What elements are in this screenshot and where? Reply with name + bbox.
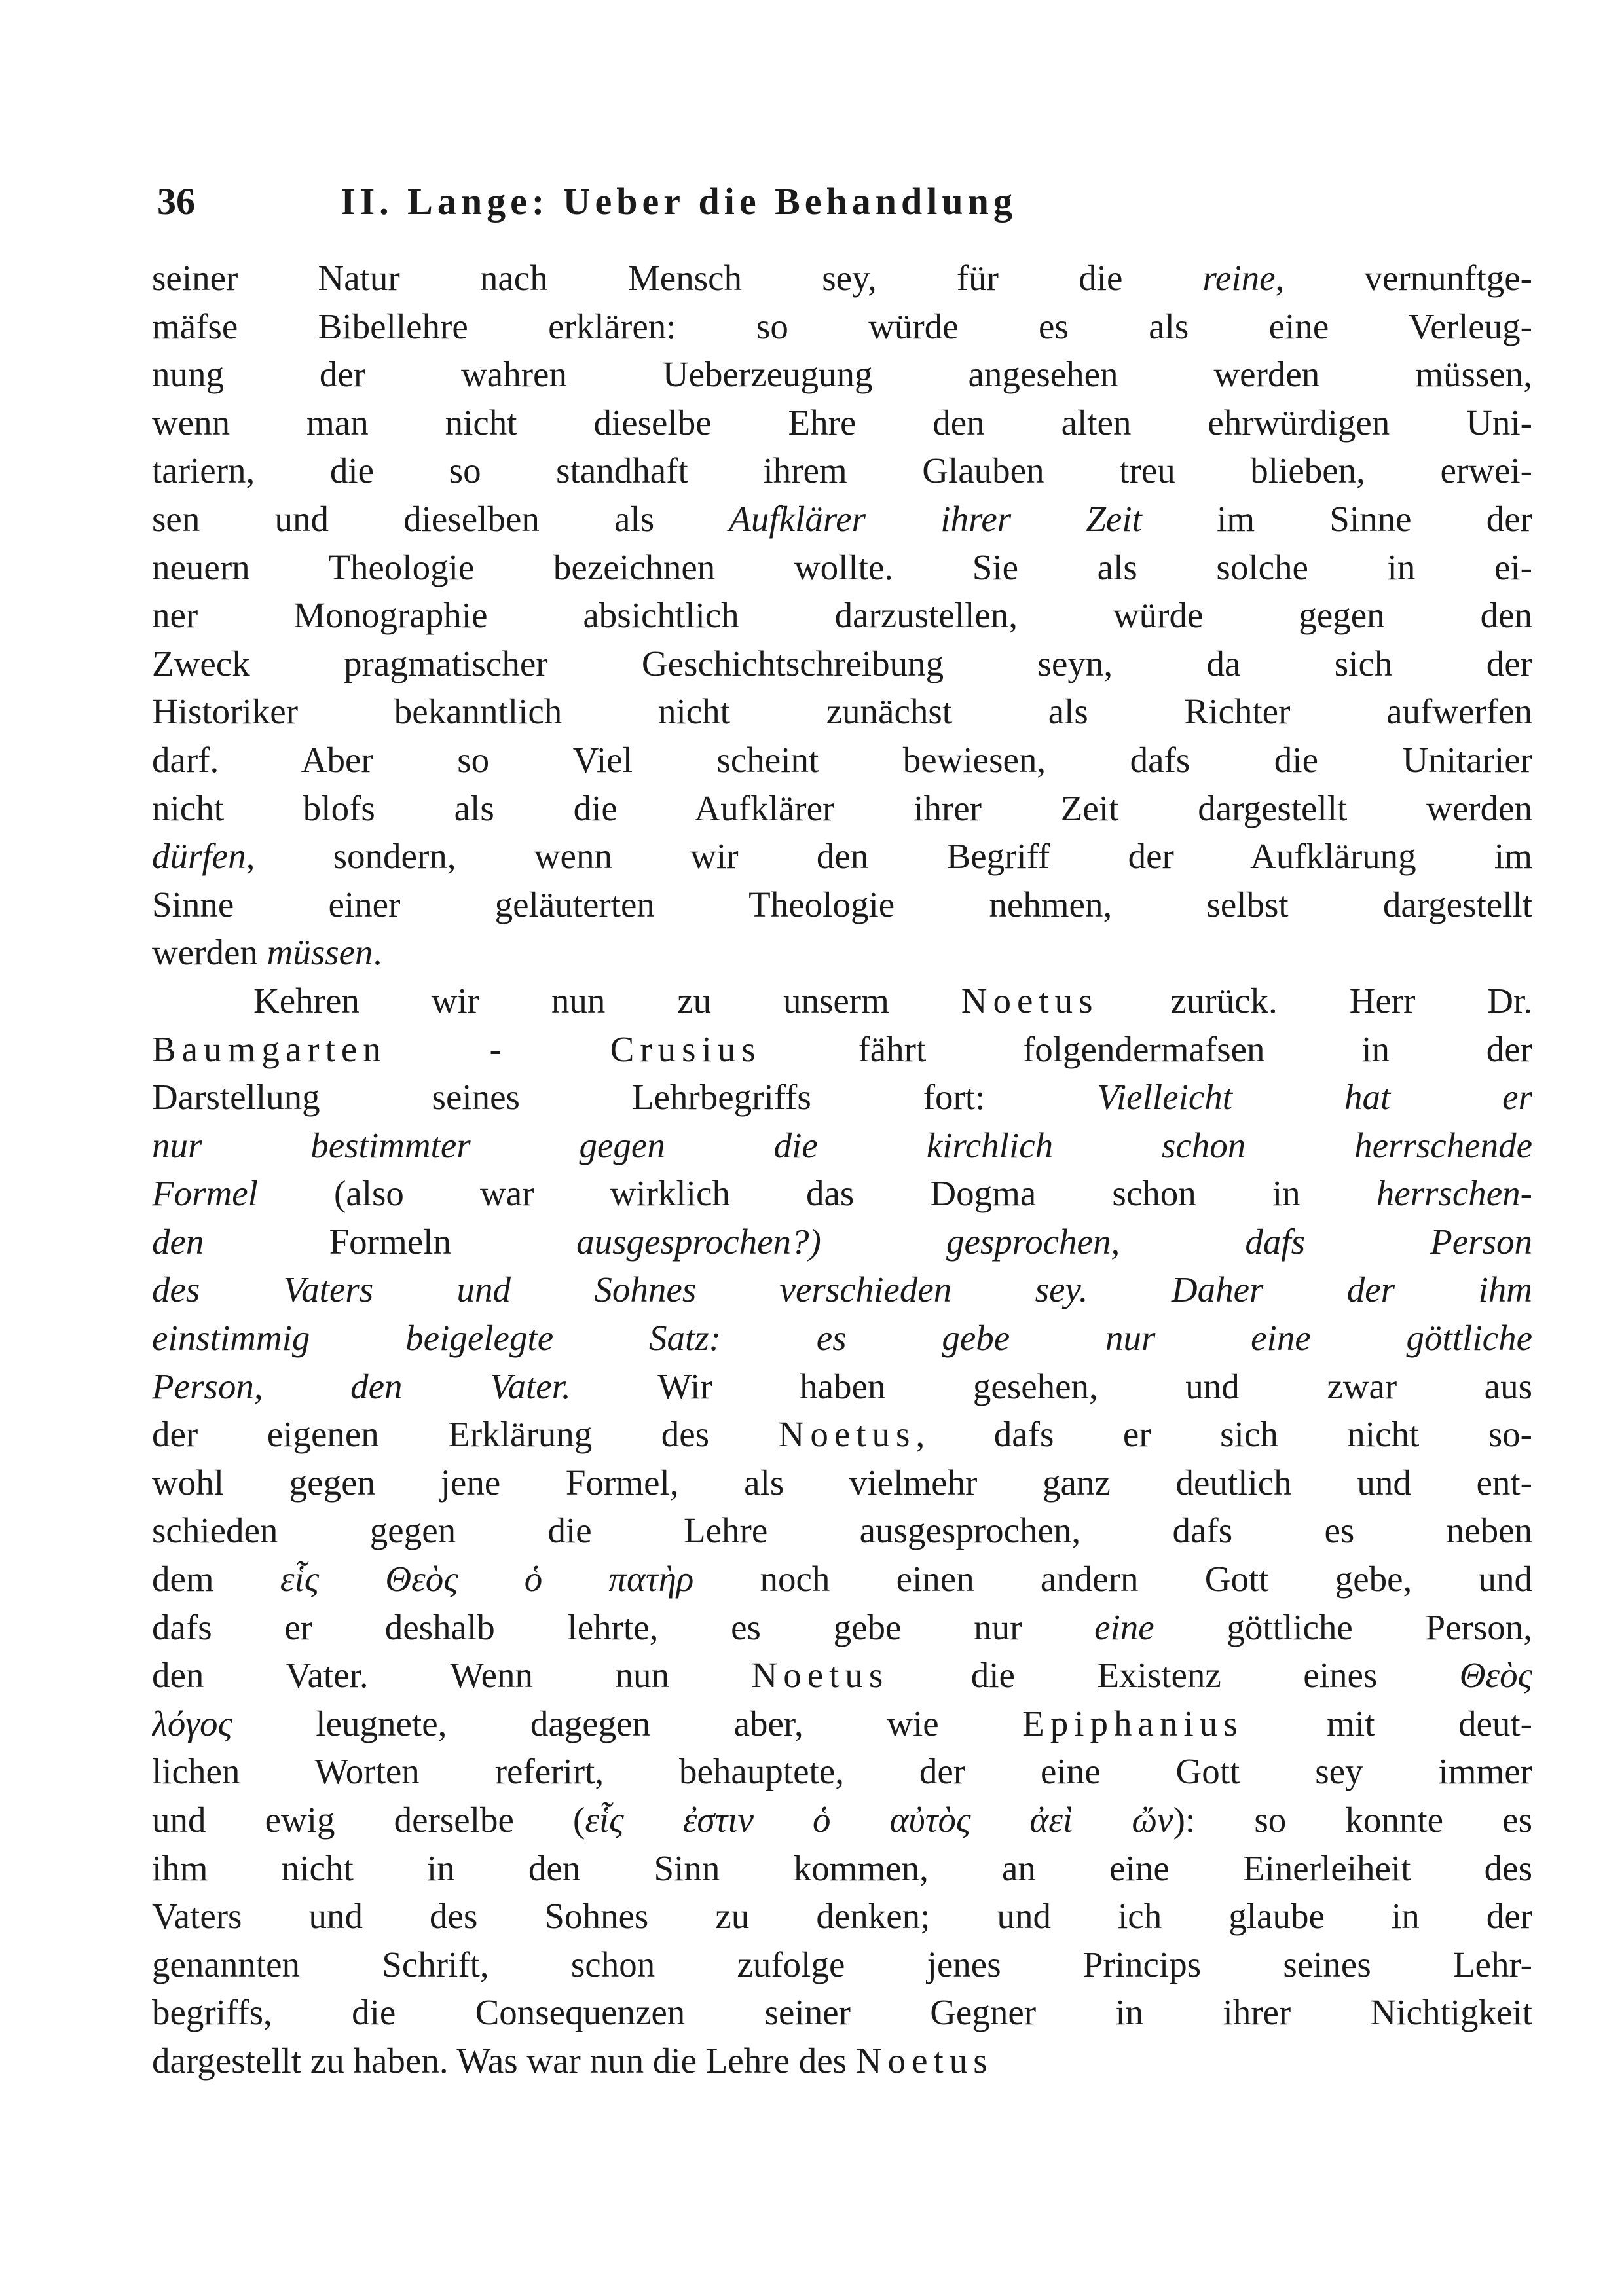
italic-text: Person, den Vater. <box>152 1366 571 1406</box>
text-line <box>152 784 1532 833</box>
text-line <box>152 640 1532 688</box>
text-line <box>152 1941 1532 1989</box>
text-segment: , sondern, wenn wir den Begriff der Aufklärung im <box>246 836 1532 877</box>
italic-text: herrschen- <box>1376 1173 1532 1214</box>
text-line <box>152 736 1532 784</box>
text-segment: werden <box>152 932 267 973</box>
text-line <box>152 1459 1532 1507</box>
text-segment: göttliche Person, <box>1154 1607 1532 1647</box>
text-segment: Formeln <box>204 1221 577 1262</box>
text-line <box>152 1266 1532 1314</box>
text-segment: ner Monographie absichtlich darzustellen, würde gegen den <box>152 595 1532 636</box>
text-segment: Zweck pragmatischer Geschichtschreibung seyn, da sich der <box>152 643 1532 683</box>
text-line <box>152 495 1532 543</box>
text-segment: den Vater. Wenn nun <box>152 1655 752 1696</box>
text-segment: Vaters und des Sohnes zu denken; und ich glaube in der <box>152 1896 1532 1937</box>
text-line <box>152 1410 1532 1459</box>
text-segment: Wir haben gesehen, und zwar aus <box>570 1366 1532 1406</box>
text-line <box>152 928 1532 977</box>
text-segment: Darstellung seines Lehrbegriffs fort: <box>152 1077 1098 1118</box>
text-line <box>152 1700 1532 1748</box>
text-segment: und ewig derselbe ( <box>152 1800 585 1840</box>
italic-text: reine <box>1202 258 1276 298</box>
page-number: 36 <box>157 180 195 223</box>
text-segment: leugnete, dagegen aber, wie <box>232 1703 1023 1743</box>
spaced-name: Noetus <box>961 980 1099 1021</box>
text-line <box>152 254 1532 302</box>
running-title: II. Lange: Ueber die Behandlung <box>341 180 1017 223</box>
italic-text: Aufklärer ihrer Zeit <box>729 498 1142 539</box>
text-segment: , dafs er sich nicht so- <box>915 1414 1532 1455</box>
text-segment: wohl gegen jene Formel, als vielmehr ganz deutlich und ent- <box>152 1462 1532 1503</box>
text-line <box>152 1506 1532 1555</box>
text-segment: fährt folgendermafsen in der <box>761 1029 1532 1069</box>
text-line <box>152 302 1532 351</box>
text-segment: Sinne einer geläuterten Theologie nehmen, selbst dargestellt <box>152 884 1532 924</box>
text-segment: zurück. Herr Dr. <box>1098 980 1532 1021</box>
text-line <box>152 1218 1532 1266</box>
text-line <box>152 2037 1532 2085</box>
text-line <box>152 832 1532 881</box>
text-line <box>152 1892 1532 1941</box>
text-segment: begriffs, die Consequenzen seiner Gegner in ihrer Nichtigkeit <box>152 1992 1532 2033</box>
spaced-name: Noetus <box>778 1414 916 1455</box>
text-segment: lichen Worten referirt, behauptete, der eine Gott sey immer <box>152 1751 1532 1792</box>
text-segment: dafs er deshalb lehrte, es gebe nur <box>152 1607 1095 1647</box>
text-line <box>152 350 1532 399</box>
text-line <box>152 1362 1532 1411</box>
text-segment: mit deut- <box>1243 1703 1532 1743</box>
text-line <box>152 1025 1532 1074</box>
text-segment: , vernunftge- <box>1275 258 1532 298</box>
spaced-name: Epiphanius <box>1022 1703 1244 1743</box>
italic-text: nur bestimmter gegen die kirchlich schon herrschende <box>152 1125 1532 1165</box>
text-segment: Kehren wir nun zu unserm <box>253 980 961 1021</box>
spaced-name: Baumgarten - Crusius <box>152 1029 762 1069</box>
text-segment: neuern Theologie bezeichnen wollte. Sie als solche in ei- <box>152 547 1532 587</box>
text-segment: dem <box>152 1559 280 1599</box>
text-line <box>152 881 1532 929</box>
text-line <box>152 399 1532 447</box>
text-segment: (also war wirklich das Dogma schon in <box>257 1173 1376 1214</box>
text-segment: Historiker bekanntlich nicht zunächst als Richter aufwerfen <box>152 691 1532 732</box>
italic-text: einstimmig beigelegte Satz: es gebe nur eine göttliche <box>152 1318 1532 1358</box>
text-line <box>152 543 1532 592</box>
text-line <box>152 1651 1532 1700</box>
italic-text: ausgesprochen?) gesprochen, dafs Person <box>576 1221 1532 1262</box>
text-segment: im Sinne der <box>1141 498 1532 539</box>
italic-text: des Vaters und Sohnes verschieden sey. Daher der ihm <box>152 1269 1532 1310</box>
text-line <box>152 1796 1532 1844</box>
text-line <box>152 1555 1532 1603</box>
text-segment: dargestellt zu haben. Was war nun die Lehre des <box>152 2040 856 2081</box>
text-line <box>152 1747 1532 1796</box>
running-head <box>157 169 1336 234</box>
italic-text: den <box>152 1221 204 1262</box>
text-segment: . <box>373 932 382 973</box>
text-segment: wenn man nicht dieselbe Ehre den alten ehrwürdigen Uni- <box>152 402 1532 443</box>
spaced-name: Noetus <box>855 2040 993 2081</box>
text-segment: der eigenen Erklärung des <box>152 1414 779 1455</box>
text-line <box>152 1169 1532 1218</box>
text-line <box>152 1988 1532 2037</box>
text-segment: die Existenz eines <box>889 1655 1460 1696</box>
text-segment: genannten Schrift, schon zufolge jenes Princips seines Lehr- <box>152 1944 1532 1984</box>
text-segment: sen und dieselben als <box>152 498 729 539</box>
text-segment: noch einen andern Gott gebe, und <box>693 1559 1532 1599</box>
text-line <box>152 1844 1532 1893</box>
italic-text: εἷς Θεὸς ὁ πατὴρ <box>280 1559 694 1599</box>
text-line <box>152 687 1532 736</box>
text-line <box>152 1314 1532 1362</box>
italic-text: Θεὸς <box>1459 1655 1532 1696</box>
text-segment: darf. Aber so Viel scheint bewiesen, dafs die Unitarier <box>152 739 1532 780</box>
text-line <box>152 591 1532 640</box>
text-segment: mäfse Bibellehre erklären: so würde es als eine Verleug- <box>152 306 1532 346</box>
text-segment: seiner Natur nach Mensch sey, für die <box>152 258 1203 298</box>
italic-text: Formel <box>152 1173 258 1214</box>
italic-text: εἷς ἐστιν ὁ αὐτὸς ἀεὶ ὤν <box>585 1800 1173 1840</box>
text-segment: nicht blofs als die Aufklärer ihrer Zeit dargestellt werden <box>152 788 1532 828</box>
italic-text: müssen <box>267 932 373 973</box>
text-segment: schieden gegen die Lehre ausgesprochen, dafs es neben <box>152 1510 1532 1551</box>
body-text <box>152 254 1532 2085</box>
italic-text: eine <box>1094 1607 1154 1647</box>
text-segment: ): so konnte es <box>1173 1800 1532 1840</box>
spaced-name: Noetus <box>751 1655 889 1696</box>
text-line <box>152 1073 1532 1121</box>
italic-text: dürfen <box>152 836 246 877</box>
text-segment: ihm nicht in den Sinn kommen, an eine Einerleiheit des <box>152 1848 1532 1888</box>
italic-text: λόγος <box>152 1703 232 1743</box>
text-line <box>152 446 1532 495</box>
text-line <box>152 977 1532 1025</box>
text-segment: tariern, die so standhaft ihrem Glauben treu blieben, erwei- <box>152 450 1532 491</box>
text-line <box>152 1603 1532 1652</box>
text-segment: nung der wahren Ueberzeugung angesehen werden müssen, <box>152 354 1532 395</box>
text-line <box>152 1121 1532 1170</box>
italic-text: Vielleicht hat er <box>1097 1077 1532 1118</box>
